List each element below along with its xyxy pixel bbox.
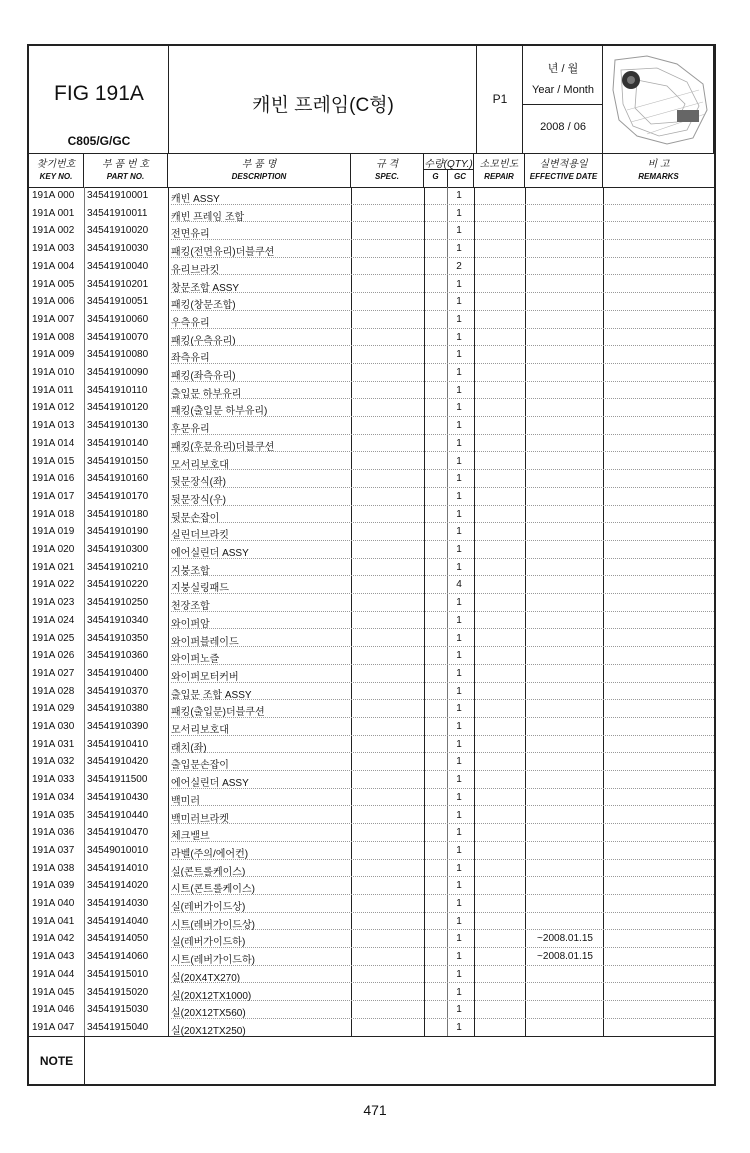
description: 실(20X12TX560) <box>171 1008 246 1020</box>
key-no: 191A 019 <box>32 526 75 538</box>
description: 백미러브라켓 <box>171 813 229 825</box>
key-no: 191A 016 <box>32 473 75 485</box>
key-no: 191A 018 <box>32 508 75 520</box>
page-cell <box>477 46 523 153</box>
cabin-location-illustration <box>607 50 711 148</box>
table-row <box>29 860 714 878</box>
table-row <box>29 240 714 258</box>
table-row <box>29 771 714 789</box>
description: 와이퍼노즐 <box>171 654 220 666</box>
part-no: 34541910220 <box>87 579 149 591</box>
table-row <box>29 453 714 471</box>
qty-gc: 1 <box>456 313 462 325</box>
key-no: 191A 006 <box>32 296 75 308</box>
parts-table <box>29 187 714 1036</box>
key-no: 191A 034 <box>32 791 75 803</box>
qty-gc: 1 <box>456 721 462 732</box>
part-no: 34541910210 <box>87 561 149 573</box>
table-row <box>29 576 714 594</box>
description: 모서리보호대 <box>171 725 229 736</box>
qty-gc: 1 <box>456 827 462 839</box>
col-desc <box>168 153 351 187</box>
part-no: 34541910080 <box>87 349 149 361</box>
description: 실(20X12TX250) <box>171 1025 246 1037</box>
description: 천장조합 <box>171 601 210 613</box>
table-row <box>29 913 714 931</box>
part-no: 34541910430 <box>87 791 149 803</box>
description: 뒷문손잡이 <box>171 512 220 524</box>
part-no: 34541911500 <box>87 774 148 786</box>
description: 좌측유리 <box>171 353 210 365</box>
title-cell <box>169 46 477 153</box>
qty-gc: 1 <box>456 791 462 803</box>
part-no: 34541914040 <box>87 915 149 927</box>
description: 패킹(좌측유리) <box>171 371 236 382</box>
qty-gc: 1 <box>456 473 462 485</box>
part-no: 34541910390 <box>87 721 149 732</box>
table-row <box>29 612 714 630</box>
table-row <box>29 594 714 612</box>
qty-gc: 1 <box>456 597 462 609</box>
qty-gc: 1 <box>456 561 462 573</box>
table-row <box>29 258 714 276</box>
key-no: 191A 040 <box>32 898 75 909</box>
key-no: 191A 010 <box>32 367 75 378</box>
part-no: 34541910360 <box>87 650 149 662</box>
col-remarks-ko: 비 고 <box>647 159 670 170</box>
qty-gc: 1 <box>456 898 462 909</box>
part-no: 34541910201 <box>87 278 149 290</box>
part-no: 34541915040 <box>87 1021 149 1033</box>
qty-gc: 1 <box>456 738 462 750</box>
description: 패킹(출입문)더블쿠션 <box>171 707 265 719</box>
col-key <box>29 153 84 187</box>
key-no: 191A 037 <box>32 844 75 856</box>
key-no: 191A 003 <box>32 243 75 255</box>
part-no: 34541914020 <box>87 880 149 892</box>
key-no: 191A 029 <box>32 703 75 715</box>
part-no: 34541910140 <box>87 437 149 449</box>
key-no: 191A 012 <box>32 402 75 414</box>
qty-gc: 1 <box>456 508 462 520</box>
col-qty-ko: 수량(QTY.) <box>424 159 473 170</box>
qty-gc: 1 <box>456 685 462 697</box>
key-no: 191A 011 <box>32 384 74 396</box>
sheet-page: P1 <box>492 92 508 106</box>
description: 출입문손잡이 <box>171 760 229 772</box>
part-no: 34541910030 <box>87 243 149 255</box>
part-no: 34541910150 <box>87 455 149 467</box>
qty-gc: 1 <box>456 951 462 963</box>
part-no: 34541910410 <box>87 738 149 750</box>
description: 와이퍼암 <box>171 618 210 630</box>
description: 와이퍼모터커버 <box>171 671 239 683</box>
table-row <box>29 329 714 347</box>
part-no: 34541910120 <box>87 402 149 414</box>
key-no: 191A 002 <box>32 225 75 237</box>
description: 패킹(전면유리)더블쿠션 <box>171 247 275 259</box>
description: 전면유리 <box>171 229 210 241</box>
col-spec <box>351 153 424 187</box>
table-row <box>29 417 714 435</box>
part-no: 34541910070 <box>87 331 149 343</box>
key-no: 191A 033 <box>32 774 75 786</box>
qty-gc: 1 <box>456 614 462 626</box>
table-row <box>29 435 714 453</box>
key-no: 191A 047 <box>32 1021 75 1033</box>
key-no: 191A 026 <box>32 650 75 662</box>
sheet-title: 캐빈 프레임(C형) <box>252 95 394 116</box>
description: 에어실린더 ASSY <box>171 778 249 790</box>
part-no: 34549010010 <box>87 844 149 856</box>
table-row <box>29 346 714 364</box>
description: 래치(좌) <box>171 742 207 754</box>
part-no: 34541910040 <box>87 260 149 272</box>
part-no: 34541910470 <box>87 827 149 839</box>
col-eff-en: EFFECTIVE DATE <box>529 172 598 181</box>
table-row <box>29 700 714 718</box>
key-no: 191A 043 <box>32 951 75 963</box>
col-repair <box>474 153 525 187</box>
divider <box>523 104 603 105</box>
model-code: C805/G/GC <box>67 134 131 148</box>
qty-gc: 1 <box>456 756 462 768</box>
qty-gc: 1 <box>456 278 462 290</box>
key-no: 191A 035 <box>32 809 75 821</box>
table-row <box>29 807 714 825</box>
col-desc-ko: 부 품 명 <box>241 159 277 170</box>
col-spec-en: SPEC. <box>374 172 399 181</box>
key-no: 191A 046 <box>32 1004 75 1016</box>
key-no: 191A 015 <box>32 455 75 467</box>
key-no: 191A 028 <box>32 685 75 697</box>
qty-gc: 1 <box>456 703 462 715</box>
description: 뒷문장식(좌) <box>171 477 226 489</box>
qty-gc: 1 <box>456 968 462 980</box>
table-row <box>29 789 714 807</box>
part-no: 34541910190 <box>87 526 149 538</box>
qty-gc: 1 <box>456 367 462 378</box>
table-row <box>29 541 714 559</box>
qty-gc: 1 <box>456 933 462 945</box>
part-no: 34541910250 <box>87 597 149 609</box>
table-row <box>29 559 714 577</box>
part-no: 34541914030 <box>87 898 149 909</box>
key-no: 191A 024 <box>32 614 75 626</box>
qty-gc: 1 <box>456 986 462 998</box>
description: 지붕조합 <box>171 565 210 577</box>
part-no: 34541910160 <box>87 473 149 485</box>
key-no: 191A 023 <box>32 597 75 609</box>
description: 유리브라킷 <box>171 264 220 276</box>
key-no: 191A 005 <box>32 278 75 290</box>
description: 시트(콘트롤케이스) <box>171 884 255 896</box>
key-no: 191A 041 <box>32 915 75 927</box>
key-no: 191A 045 <box>32 986 75 998</box>
description: 백미러 <box>171 795 200 807</box>
col-repair-en: REPAIR <box>484 172 514 181</box>
part-no: 34541910420 <box>87 756 149 768</box>
table-row <box>29 488 714 506</box>
qty-gc: 1 <box>456 349 462 361</box>
qty-gc: 1 <box>456 490 462 502</box>
table-row <box>29 222 714 240</box>
key-no: 191A 038 <box>32 862 75 874</box>
qty-gc: 1 <box>456 420 462 432</box>
description: 패킹(출입문 하부유리) <box>171 406 268 418</box>
table-row <box>29 683 714 701</box>
key-no: 191A 031 <box>32 738 75 750</box>
year-month-cell <box>523 46 603 153</box>
table-row <box>29 364 714 382</box>
qty-gc: 1 <box>456 774 462 786</box>
table-row <box>29 824 714 842</box>
table-row <box>29 187 714 205</box>
key-no: 191A 001 <box>32 207 75 219</box>
part-no: 34541910020 <box>87 225 149 237</box>
key-no: 191A 032 <box>32 756 75 768</box>
qty-gc: 1 <box>456 809 462 821</box>
note-label: NOTE <box>29 1037 85 1085</box>
key-no: 191A 022 <box>32 579 75 591</box>
part-no: 34541910090 <box>87 367 149 378</box>
thumbnail-cell <box>603 46 714 153</box>
table-row <box>29 523 714 541</box>
part-no: 34541914060 <box>87 951 149 963</box>
col-qty-g: G <box>432 172 439 181</box>
table-row <box>29 311 714 329</box>
description: 후문유리 <box>171 424 210 436</box>
table-row <box>29 665 714 683</box>
col-remarks <box>603 153 714 187</box>
qty-gc: 1 <box>456 243 462 255</box>
year-month-value: 2008 / 06 <box>540 121 586 133</box>
table-row <box>29 1001 714 1019</box>
description: 실(20X4TX270) <box>171 972 241 984</box>
part-no: 34541910130 <box>87 420 149 432</box>
table-row <box>29 205 714 223</box>
qty-gc: 1 <box>456 384 462 396</box>
col-remarks-en: REMARKS <box>638 172 679 181</box>
part-no: 34541910180 <box>87 508 149 520</box>
part-no: 34541910170 <box>87 490 149 502</box>
qty-gc: 1 <box>456 667 462 679</box>
description: 캐빈 프레임 조합 <box>171 211 245 223</box>
description: 우측유리 <box>171 317 210 329</box>
key-no: 191A 030 <box>32 721 75 732</box>
key-no: 191A 004 <box>32 260 75 272</box>
description: 지붕실링패드 <box>171 583 229 595</box>
part-no: 34541915010 <box>87 968 149 980</box>
qty-gc: 1 <box>456 544 462 555</box>
table-row <box>29 293 714 311</box>
key-no: 191A 036 <box>32 827 75 839</box>
table-row <box>29 382 714 400</box>
qty-gc: 2 <box>456 260 462 272</box>
table-row <box>29 753 714 771</box>
part-no: 34541910440 <box>87 809 149 821</box>
part-no: 34541910060 <box>87 313 149 325</box>
part-no: 34541910051 <box>87 296 149 308</box>
year-month-label-ko: 년 / 월 <box>547 63 579 75</box>
part-no: 34541914050 <box>87 933 149 945</box>
description: 모서리보호대 <box>171 459 229 471</box>
description: 뒷문장식(우) <box>171 494 226 506</box>
table-row <box>29 506 714 524</box>
description: 실린더브라킷 <box>171 530 229 542</box>
table-row <box>29 1019 714 1037</box>
key-no: 191A 014 <box>32 437 75 449</box>
table-row <box>29 930 714 948</box>
table-row <box>29 842 714 860</box>
effective-date: ~2008.01.15 <box>537 951 593 963</box>
qty-gc: 1 <box>456 207 462 219</box>
qty-gc: 1 <box>456 650 462 662</box>
table-row <box>29 470 714 488</box>
year-month-label-en: Year / Month <box>532 84 594 96</box>
parts-sheet <box>27 44 716 1086</box>
description: 패킹(후문유리)더블쿠션 <box>171 441 275 453</box>
key-no: 191A 025 <box>32 632 75 644</box>
description: 출입문 하부유리 <box>171 388 242 400</box>
description: 라벨(주의/에어컨) <box>171 848 249 860</box>
qty-gc: 1 <box>456 402 462 414</box>
description: 시트(레버가이드상) <box>171 919 255 931</box>
qty-gc: 1 <box>456 296 462 308</box>
description: 출입문 조합 ASSY <box>171 689 252 701</box>
effective-date: ~2008.01.15 <box>537 933 593 945</box>
table-row <box>29 877 714 895</box>
col-spec-ko: 규 격 <box>375 159 399 170</box>
qty-gc: 1 <box>456 526 462 538</box>
table-row <box>29 895 714 913</box>
col-qty-gc: GC <box>454 172 466 181</box>
part-no: 34541910110 <box>87 384 148 396</box>
figure-number: FIG 191A <box>54 82 144 105</box>
key-no: 191A 000 <box>32 190 75 201</box>
table-row <box>29 630 714 648</box>
sheet-header <box>29 46 714 154</box>
qty-gc: 1 <box>456 844 462 856</box>
table-row <box>29 718 714 736</box>
col-repair-ko: 소모빈도 <box>479 159 519 170</box>
description: 캐빈 ASSY <box>171 194 220 205</box>
table-row <box>29 736 714 754</box>
part-no: 34541910370 <box>87 685 149 697</box>
table-row <box>29 276 714 294</box>
key-no: 191A 039 <box>32 880 75 892</box>
qty-gc: 1 <box>456 915 462 927</box>
description: 에어실린더 ASSY <box>171 548 249 559</box>
qty-gc: 1 <box>456 1004 462 1016</box>
key-no: 191A 008 <box>32 331 75 343</box>
key-no: 191A 013 <box>32 420 75 432</box>
qty-gc: 4 <box>456 579 462 591</box>
col-key-ko: 찾기번호 <box>36 159 76 170</box>
part-no: 34541910400 <box>87 667 149 679</box>
col-desc-en: DESCRIPTION <box>231 172 287 181</box>
table-row <box>29 647 714 665</box>
description: 실(레버가이드상) <box>171 902 246 913</box>
qty-gc: 1 <box>456 225 462 237</box>
part-no: 34541910011 <box>87 207 148 219</box>
qty-gc: 1 <box>456 190 462 201</box>
key-no: 191A 027 <box>32 667 75 679</box>
description: 패킹(창문조합) <box>171 300 236 312</box>
part-no: 34541910300 <box>87 544 149 555</box>
page-number: 471 <box>363 1102 387 1118</box>
col-part-en: PART NO. <box>106 172 145 181</box>
table-row <box>29 399 714 417</box>
col-eff-ko: 실변적용일 <box>539 159 588 170</box>
description: 시트(레버가이드하) <box>171 955 255 967</box>
qty-gc: 1 <box>456 862 462 874</box>
col-effective-date <box>525 153 603 187</box>
table-row <box>29 948 714 966</box>
qty-gc: 1 <box>456 437 462 449</box>
qty-gc: 1 <box>456 331 462 343</box>
description: 실(20X12TX1000) <box>171 990 252 1002</box>
description: 실(콘트롤케이스) <box>171 866 246 878</box>
description: 창문조합 ASSY <box>171 282 240 294</box>
qty-gc: 1 <box>456 880 462 892</box>
qty-gc: 1 <box>456 455 462 467</box>
qty-gc: 1 <box>456 632 462 644</box>
note-section <box>29 1036 714 1085</box>
key-no: 191A 009 <box>32 349 75 361</box>
part-no: 34541915030 <box>87 1004 149 1016</box>
col-key-en: KEY NO. <box>39 172 73 181</box>
part-no: 34541910380 <box>87 703 149 715</box>
column-headers <box>29 153 714 188</box>
qty-gc: 1 <box>456 1021 462 1033</box>
key-no: 191A 007 <box>32 313 75 325</box>
description: 체크밸브 <box>171 831 210 843</box>
key-no: 191A 017 <box>32 490 75 502</box>
part-no: 34541910340 <box>87 614 149 626</box>
table-row <box>29 984 714 1002</box>
col-qty <box>424 153 474 187</box>
table-row <box>29 966 714 984</box>
description: 실(레버가이드하) <box>171 937 246 949</box>
figure-cell <box>29 46 169 153</box>
description: 패킹(우측유리) <box>171 335 236 347</box>
key-no: 191A 044 <box>32 968 75 980</box>
part-no: 34541915020 <box>87 986 149 998</box>
part-no: 34541914010 <box>87 862 149 874</box>
key-no: 191A 021 <box>32 561 75 573</box>
part-no: 34541910001 <box>87 190 149 201</box>
col-part <box>84 153 168 187</box>
key-no: 191A 020 <box>32 544 75 555</box>
key-no: 191A 042 <box>32 933 75 945</box>
col-part-ko: 부 품 번 호 <box>102 159 149 170</box>
part-no: 34541910350 <box>87 632 149 644</box>
description: 와이퍼블레이드 <box>171 636 239 648</box>
